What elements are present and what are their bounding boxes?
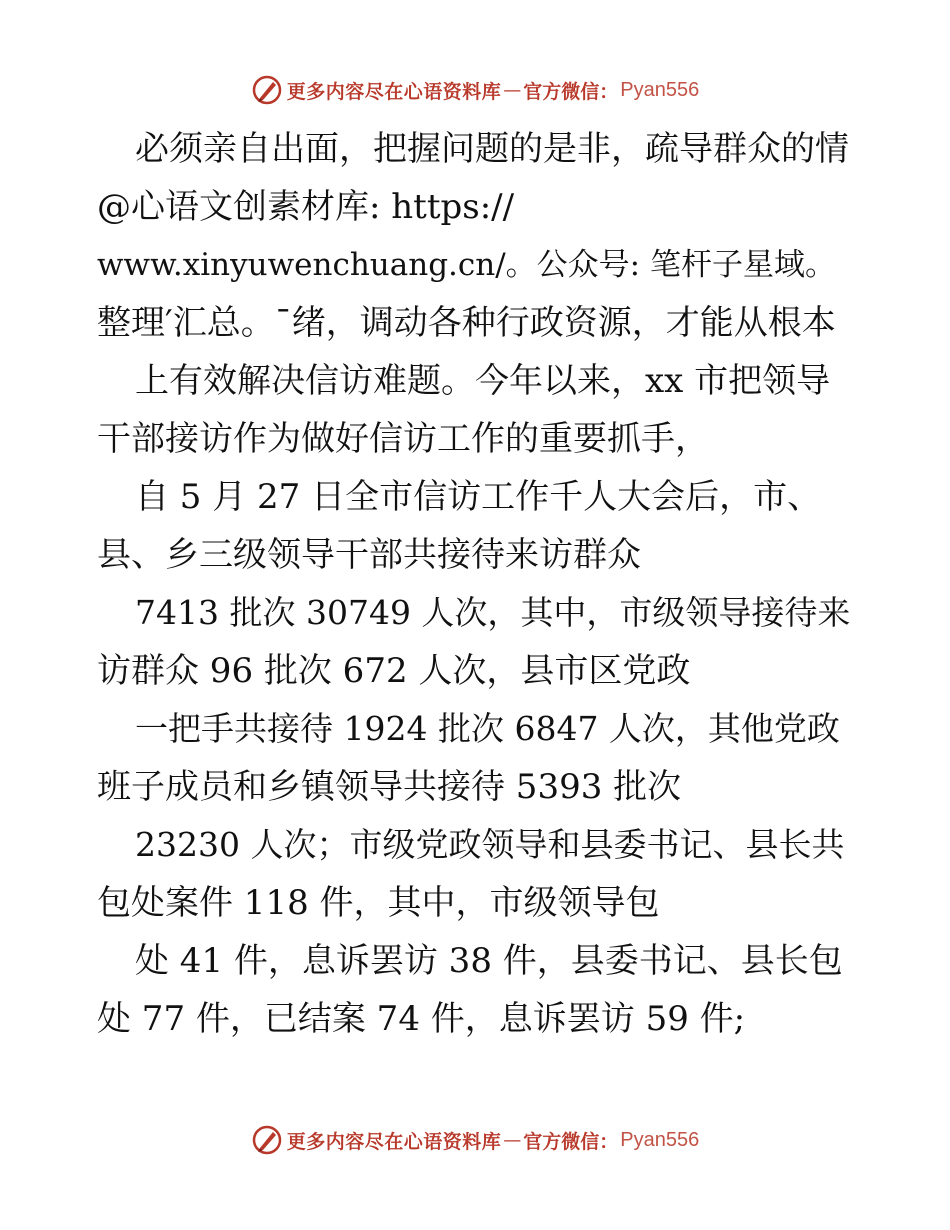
text-line: 一把手共接待 1924 批次 6847 人次，其他党政 — [135, 709, 840, 748]
text-line: 干部接访作为做好信访工作的重要抓手， — [97, 419, 709, 459]
banner-dash: — — [503, 79, 522, 101]
pen-logo-icon — [251, 1124, 283, 1156]
text-line: 自 5 月 27 日全市信访工作千人大会后，市、 — [135, 477, 822, 517]
text-line: www.xinyuwenchuang.cn/。公众号: 笔杆子星域。 — [97, 247, 836, 283]
text-line: 访群众 96 批次 672 人次，县市区党政 — [97, 651, 691, 691]
pen-logo-icon — [251, 74, 283, 106]
text-line: 处 41 件，息诉罢访 38 件，县委书记、县长包 — [135, 941, 843, 981]
text-line: 必须亲自出面，把握问题的是非，疏导群众的情 — [135, 129, 849, 169]
text-line: 上有效解决信访难题。今年以来，xx 市把领导 — [135, 361, 831, 401]
document-body — [97, 120, 857, 1048]
banner-title: 更多内容尽在心语资料库 — [286, 80, 502, 103]
text-line: 整理′汇总。¯绪，调动各种行政资源，才能从根本 — [97, 303, 836, 343]
footer-banner — [0, 1120, 950, 1160]
text-line: 7413 批次 30749 人次，其中，市级领导接待来 — [135, 593, 851, 632]
text-line: 县、乡三级领导干部共接待来访群众 — [97, 535, 641, 575]
banner-dash: — — [503, 1129, 522, 1151]
banner-wechat-id: Pyan556 — [620, 1128, 700, 1151]
banner-title: 更多内容尽在心语资料库 — [286, 1130, 502, 1153]
text-line: 班子成员和乡镇领导共接待 5393 批次 — [97, 767, 682, 807]
text-line: @心语文创素材库: https:// — [97, 187, 515, 227]
text-line: 23230 人次；市级党政领导和县委书记、县长共 — [135, 825, 845, 864]
text-line: 包处案件 118 件，其中，市级领导包 — [97, 883, 660, 923]
text-line: 处 77 件，已结案 74 件，息诉罢访 59 件; — [97, 999, 746, 1039]
header-banner — [0, 70, 950, 110]
banner-wechat-id: Pyan556 — [620, 78, 700, 101]
banner-official-label: 官方微信： — [523, 80, 619, 103]
banner-official-label: 官方微信： — [523, 1130, 619, 1153]
